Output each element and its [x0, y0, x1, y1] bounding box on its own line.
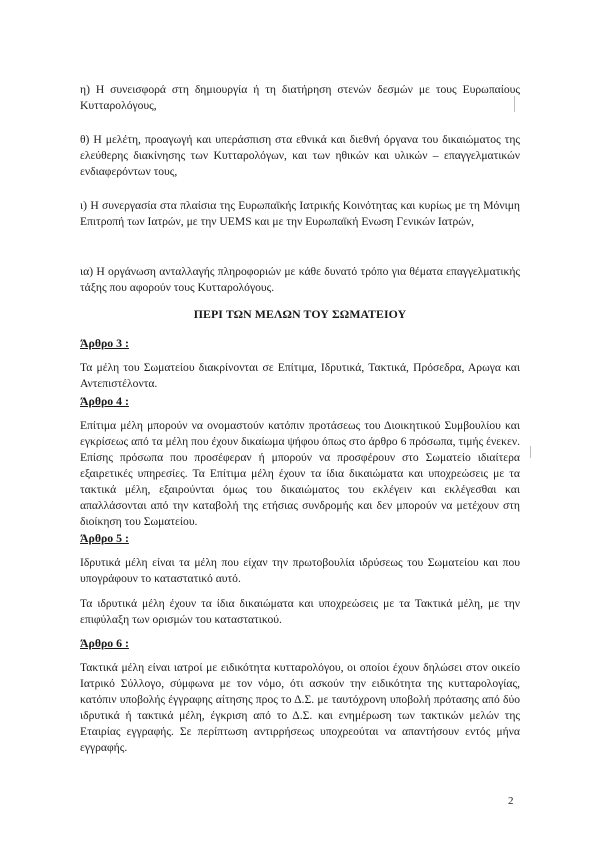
article-3-title: Άρθρο 3 :: [80, 336, 129, 350]
article-5-paragraph-1: Ιδρυτικά μέλη είναι τα μέλη που είχαν την πρωτοβουλία ιδρύσεως του Σωματείου και που υπογράφουν το καταστατικό αυτό.: [80, 556, 520, 585]
article-5-paragraph-2: Τα ιδρυτικά μέλη έχουν τα ίδια δικαιώματα και υποχρεώσεις με τα Τακτικά μέλη, με την επιφύλαξη των ορισμών του καταστατικού.: [80, 597, 520, 626]
section-heading: ΠΕΡΙ ΤΩΝ ΜΕΛΩΝ ΤΟΥ ΣΩΜΑΤΕΙΟΥ: [193, 307, 407, 321]
article-3-paragraph: Τα μέλη του Σωματείου διακρίνονται σε Επίτιμα, Ιδρυτικά, Τακτικά, Πρόσεδρα, Αρωγα και Αντεπιστέλοντα.: [80, 361, 520, 390]
paragraph-ia: ια) Η οργάνωση ανταλλαγής πληροφοριών με κάθε δυνατό τρόπο για θέματα επαγγελματικής τάξης που αφορούν τους Κυτταρολόγους.: [80, 265, 520, 294]
article-5-title: Άρθρο 5 :: [80, 531, 129, 545]
paragraph-eta: η) Η συνεισφορά στη δημιουργία ή τη διατήρηση στενών δεσμών με τους Ευρωπαίους Κυτταρολόγους,: [80, 83, 520, 112]
article-4-title: Άρθρο 4 :: [80, 394, 129, 408]
paragraph-iota: ι) Η συνεργασία στα πλαίσια της Ευρωπαϊκής Ιατρικής Κοινότητας και κυρίως με τη Μόνιμη Επιτροπή των Ιατρών, με την UEMS και με την Ευρωπαϊκή Ενωση Γενικών Ιατρών,: [80, 199, 520, 228]
article-6-paragraph: Τακτικά μέλη είναι ιατροί με ειδικότητα κυτταρολόγου, οι οποίοι έχουν δηλώσει στον οικείο Ιατρικό Σύλλογο, σύμφωνα με τον νόμο, ότι ασκούν την ειδικότητα της κυτταρολογίας, κατόπιν υποβολής έγγραφης αίτησης προς το Δ.Σ. με ταυτόχρονη υποβολή πρότασης από δύο ιδρυτικά ή τακτικά μέλη, έγκριση από το Δ.Σ. και ενημέρωση των τακτικών μελών της Εταιρίας εγγραφής. Σε περίπτωση αντιρρήσεως υποχρεούται να απαντήσουν εντός μήνα εγγραφής.: [80, 661, 520, 754]
article-6-title: Άρθρο 6 :: [80, 636, 129, 650]
article-4-paragraph: Επίτιμα μέλη μπορούν να ονομαστούν κατόπιν προτάσεως του Διοικητικού Συμβουλίου και εγκρίσεως από τα μέλη που έχουν δικαίωμα ψήφου όπως στο άρθρο 6 πρόσωπα, τιμής ένεκεν. Επίσης πρόσωπα που προσέφεραν ή μπορούν να προσφέρουν στο Σωματείο ιδιαίτερα εξαιρετικές υπηρεσίες. Τα Επίτιμα μέλη έχουν τα ίδια δικαιώματα και υποχρεώσεις με τα τακτικά μέλη, εξαιρούνται όμως του δικαιώματος του εκλέγειν και εκλέγεσθαι και απαλλάσονται από την καταβολή της ετήσιας συνδρομής και δεν μπορούν να μετέχουν στη διοίκηση του Σωματείου.: [80, 419, 520, 528]
page-number: 2: [508, 795, 514, 807]
scan-mark: [530, 446, 531, 458]
paragraph-theta: θ) Η μελέτη, προαγωγή και υπεράσπιση στα εθνικά και διεθνή όργανα του δικαιώματος της ελεύθερης διακίνησης των Κυτταρολόγων, και των ηθικών και υλικών – επαγγελματικών ενδιαφερόντων τους,: [80, 133, 520, 178]
